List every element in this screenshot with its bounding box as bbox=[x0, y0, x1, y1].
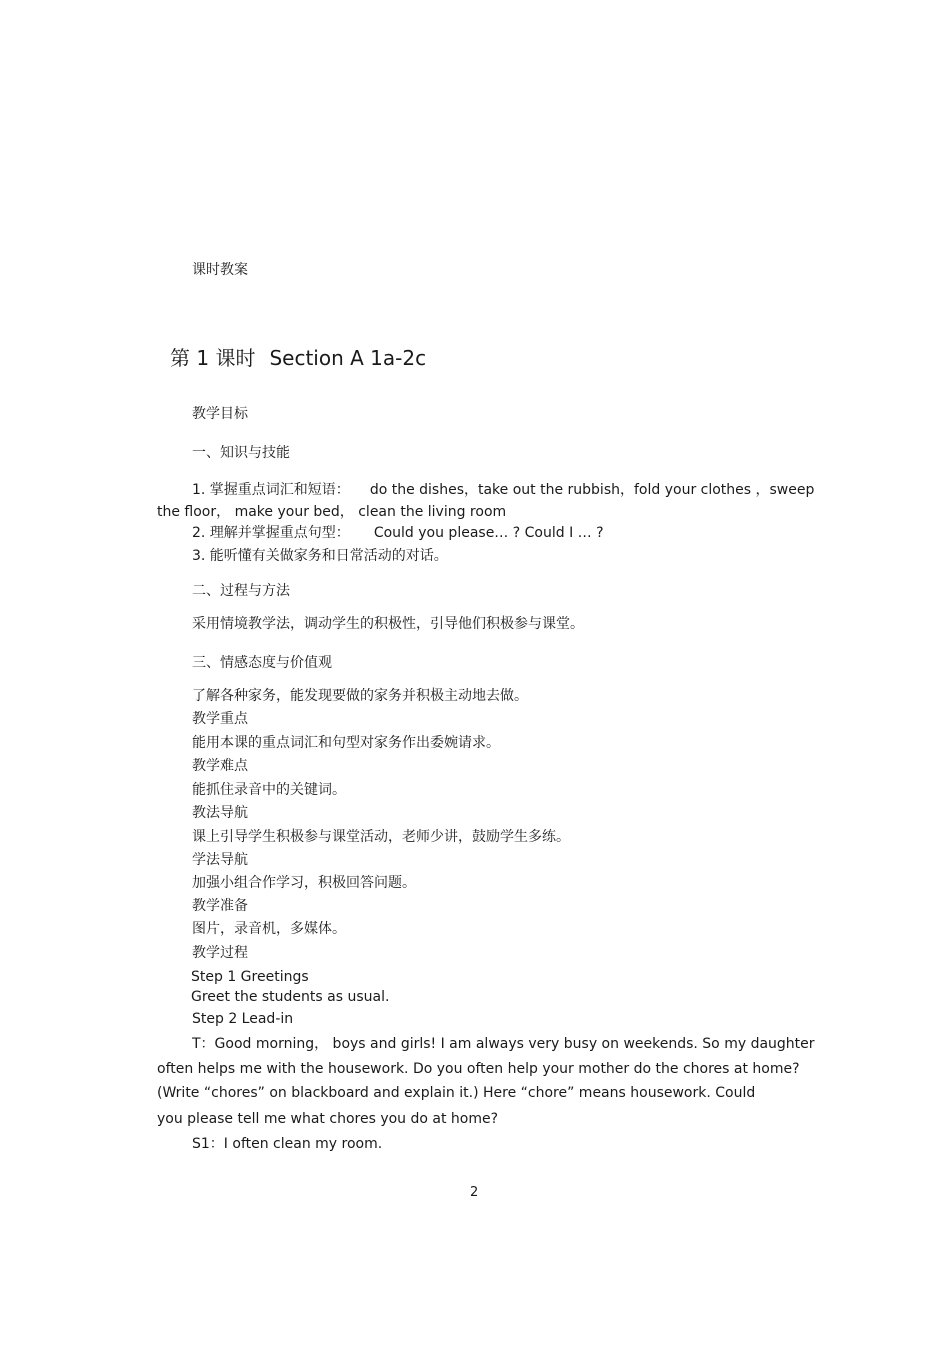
lesson-plan-header: 课时教案 bbox=[192, 262, 248, 278]
objective-item-2 bbox=[192, 524, 604, 542]
dialog-line-3: (Write “chores” on blackboard and explain it.) Here “chore” means housework. Could bbox=[157, 1085, 756, 1101]
step-1-title: Step 1 Greetings bbox=[191, 969, 309, 985]
knowledge-heading: 一、知识与技能 bbox=[192, 445, 290, 461]
key-points-heading: 教学重点 bbox=[192, 711, 248, 727]
preparation-text: 图片，录音机，多媒体。 bbox=[192, 921, 346, 937]
emotion-text: 了解各种家务，能发现要做的家务并积极主动地去做。 bbox=[192, 688, 528, 704]
student-1-line: S1：I often clean my room. bbox=[192, 1136, 383, 1152]
learning-guide-text: 加强小组合作学习，积极回答问题。 bbox=[192, 875, 416, 891]
difficulties-heading: 教学难点 bbox=[192, 758, 248, 774]
process-text: 采用情境教学法，调动学生的积极性，引导他们积极参与课堂。 bbox=[192, 616, 584, 632]
objective-item-1-line-2: the floor， make your bed， clean the living room bbox=[157, 504, 507, 520]
difficulties-text: 能抓住录音中的关键词。 bbox=[192, 782, 346, 798]
step-1-text: Greet the students as usual. bbox=[191, 989, 390, 1005]
page-number: 2 bbox=[470, 1185, 479, 1200]
objective-item-2-words: Could you please… ? Could I … ? bbox=[373, 525, 604, 541]
objective-item-2-prefix: 2. 理解并掌握重点句型： bbox=[192, 525, 350, 541]
objective-item-3: 3. 能听懂有关做家务和日常活动的对话。 bbox=[192, 548, 448, 564]
preparation-heading: 教学准备 bbox=[192, 898, 248, 914]
emotion-heading: 三、情感态度与价值观 bbox=[192, 655, 332, 671]
learning-guide-heading: 学法导航 bbox=[192, 852, 248, 868]
dialog-line-4: you please tell me what chores you do at home? bbox=[157, 1111, 499, 1127]
objective-item-1-line-1 bbox=[192, 481, 814, 499]
dialog-line-1: T：Good morning， boys and girls! I am always very busy on weekends. So my daughter bbox=[192, 1036, 815, 1052]
procedure-heading: 教学过程 bbox=[192, 945, 248, 961]
objectives-heading: 教学目标 bbox=[192, 406, 248, 422]
step-2-title: Step 2 Lead-in bbox=[192, 1011, 294, 1027]
objective-item-1-prefix: 1. 掌握重点词汇和短语： bbox=[192, 482, 350, 498]
teaching-guide-text: 课上引导学生积极参与课堂活动，老师少讲，鼓励学生多练。 bbox=[192, 829, 570, 845]
objective-item-1-words: do the dishes，take out the rubbish，fold your clothes ，sweep bbox=[369, 482, 815, 498]
lesson-title bbox=[170, 345, 426, 371]
lesson-title-en: Section A 1a-2c bbox=[269, 346, 427, 370]
dialog-line-2: often helps me with the housework. Do you often help your mother do the chores at home? bbox=[157, 1061, 800, 1077]
teaching-guide-heading: 教法导航 bbox=[192, 805, 248, 821]
lesson-title-cn: 第 1 课时 bbox=[170, 346, 256, 370]
key-points-text: 能用本课的重点词汇和句型对家务作出委婉请求。 bbox=[192, 735, 500, 751]
process-heading: 二、过程与方法 bbox=[192, 583, 290, 599]
